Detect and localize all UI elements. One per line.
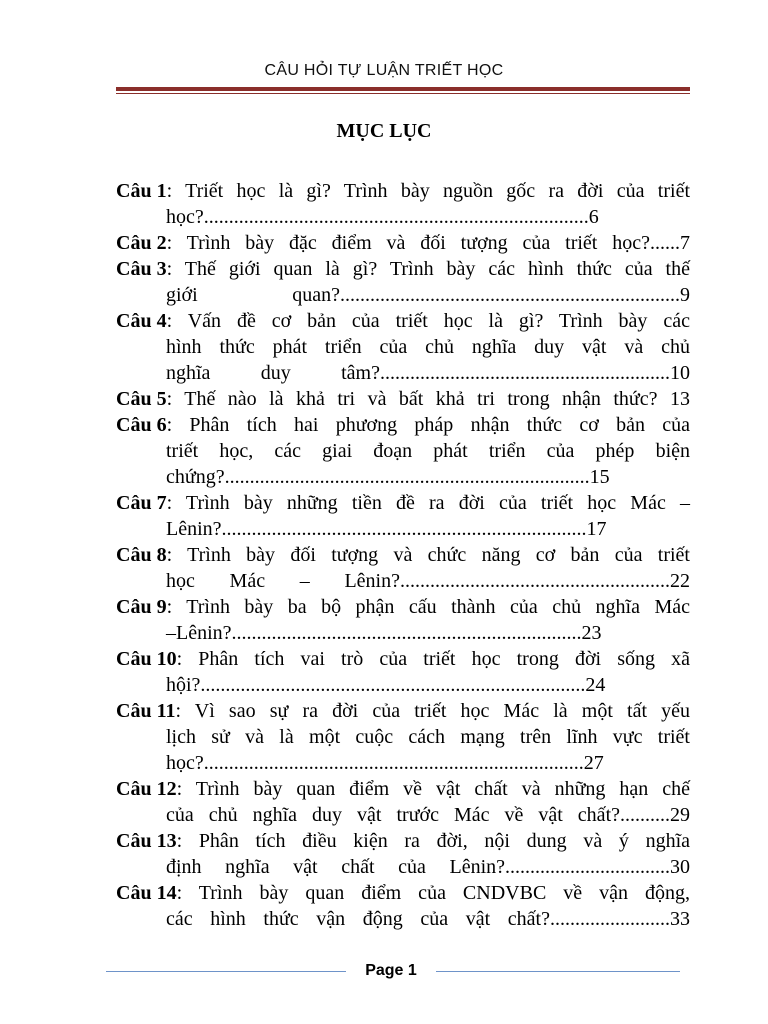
toc-entry-label: Câu 11 [116,700,176,722]
toc-entry-text-line: học Mác – Lênin?......................................................22 [166,570,690,592]
toc-entry[interactable] [116,776,690,828]
toc-entry-text-line: Lênin?.........................................................................17 [166,518,607,540]
toc-entry-text-line: : Trình bày quan điểm về vật chất và những hạn chế [176,778,690,800]
footer-rule-left [106,971,346,972]
toc-entry-text-line: : Trình bày ba bộ phận cấu thành của chủ nghĩa Mác [166,596,690,618]
toc-entry-label: Câu 12 [116,778,177,800]
toc-entry[interactable] [116,594,690,646]
toc-entry-text-line: –Lênin?......................................................................23 [166,622,602,644]
toc-entry-label: Câu 4 [116,310,167,332]
toc-entry-text-line: : Thế nào là khả tri và bất khả tri trong nhận thức? 13 [166,388,690,410]
table-of-contents [116,178,690,932]
toc-entry[interactable] [116,490,690,542]
toc-entry-text-line: : Vì sao sự ra đời của triết học Mác là một tất yếu [175,700,690,722]
toc-entry[interactable] [116,646,690,698]
toc-entry-text-line: lịch sử và là một cuộc cách mạng trên lĩnh vực triết [166,726,690,748]
toc-entry-label: Câu 1 [116,180,167,202]
toc-entry-label: Câu 8 [116,544,167,566]
toc-entry-label: Câu 7 [116,492,167,514]
header-rule-thick [116,87,690,91]
toc-title: MỤC LỤC [336,120,432,142]
toc-entry-label: Câu 9 [116,596,167,618]
footer-rule-right [436,971,680,972]
toc-entry-text-line: nghĩa duy tâm?..........................................................10 [166,362,690,384]
toc-entry-text-line: : Vấn đề cơ bản của triết học là gì? Trình bày các [166,310,690,332]
toc-entry[interactable] [116,178,690,230]
toc-entry[interactable] [116,698,690,776]
toc-entry-text-line: triết học, các giai đoạn phát triển của phép biện [166,440,690,462]
toc-entry-text-line: học?.............................................................................6 [166,206,599,228]
toc-entry-label: Câu 2 [116,232,167,254]
toc-entry-text-line: định nghĩa vật chất của Lênin?.................................30 [166,856,690,878]
toc-entry-text-line: hội?.............................................................................24 [166,674,606,696]
toc-entry-label: Câu 6 [116,414,167,436]
page-header-title: CÂU HỎI TỰ LUẬN TRIẾT HỌC [264,62,504,79]
toc-entry-text-line: : Phân tích hai phương pháp nhận thức cơ bản của [166,414,690,436]
toc-entry-label: Câu 13 [116,830,177,852]
toc-entry-text-line: : Trình bày đặc điểm và đối tượng của triết học?......7 [166,232,690,254]
toc-entry-text-line: của chủ nghĩa duy vật trước Mác về vật chất?..........29 [166,804,690,826]
toc-entry[interactable] [116,412,690,490]
toc-entry[interactable] [116,880,690,932]
toc-entry[interactable] [116,308,690,386]
toc-entry-text-line: : Phân tích vai trò của triết học trong đời sống xã [176,648,690,670]
toc-entry-text-line: : Thế giới quan là gì? Trình bày các hình thức của thế [166,258,690,280]
toc-entry[interactable] [116,542,690,594]
toc-entry-text-line: các hình thức vận động của vật chất?........................33 [166,908,690,930]
toc-entry-text-line: : Trình bày quan điểm của CNDVBC về vận động, [176,882,690,904]
toc-entry-text-line: hình thức phát triển của chủ nghĩa duy vật và chủ [166,336,690,358]
toc-entry[interactable] [116,828,690,880]
toc-entry-text-line: : Trình bày những tiền đề ra đời của triết học Mác – [166,492,690,514]
toc-entry-text-line: : Trình bày đối tượng và chức năng cơ bản của triết [166,544,690,566]
header-rule-thin [116,93,690,94]
toc-entry-text-line: học?............................................................................27 [166,752,604,774]
toc-entry[interactable] [116,256,690,308]
toc-entry-label: Câu 3 [116,258,167,280]
toc-entry-label: Câu 14 [116,882,177,904]
toc-entry-text-line: giới quan?....................................................................9 [166,284,690,306]
toc-entry-text-line: chứng?.........................................................................15 [166,466,610,488]
page-number: Page 1 [365,962,417,979]
toc-entry[interactable] [116,386,690,412]
toc-entry-text-line: : Phân tích điều kiện ra đời, nội dung và ý nghĩa [176,830,690,852]
toc-entry[interactable] [116,230,690,256]
toc-entry-text-line: : Triết học là gì? Trình bày nguồn gốc ra đời của triết [166,180,690,202]
toc-entry-label: Câu 5 [116,388,167,410]
toc-entry-label: Câu 10 [116,648,177,670]
